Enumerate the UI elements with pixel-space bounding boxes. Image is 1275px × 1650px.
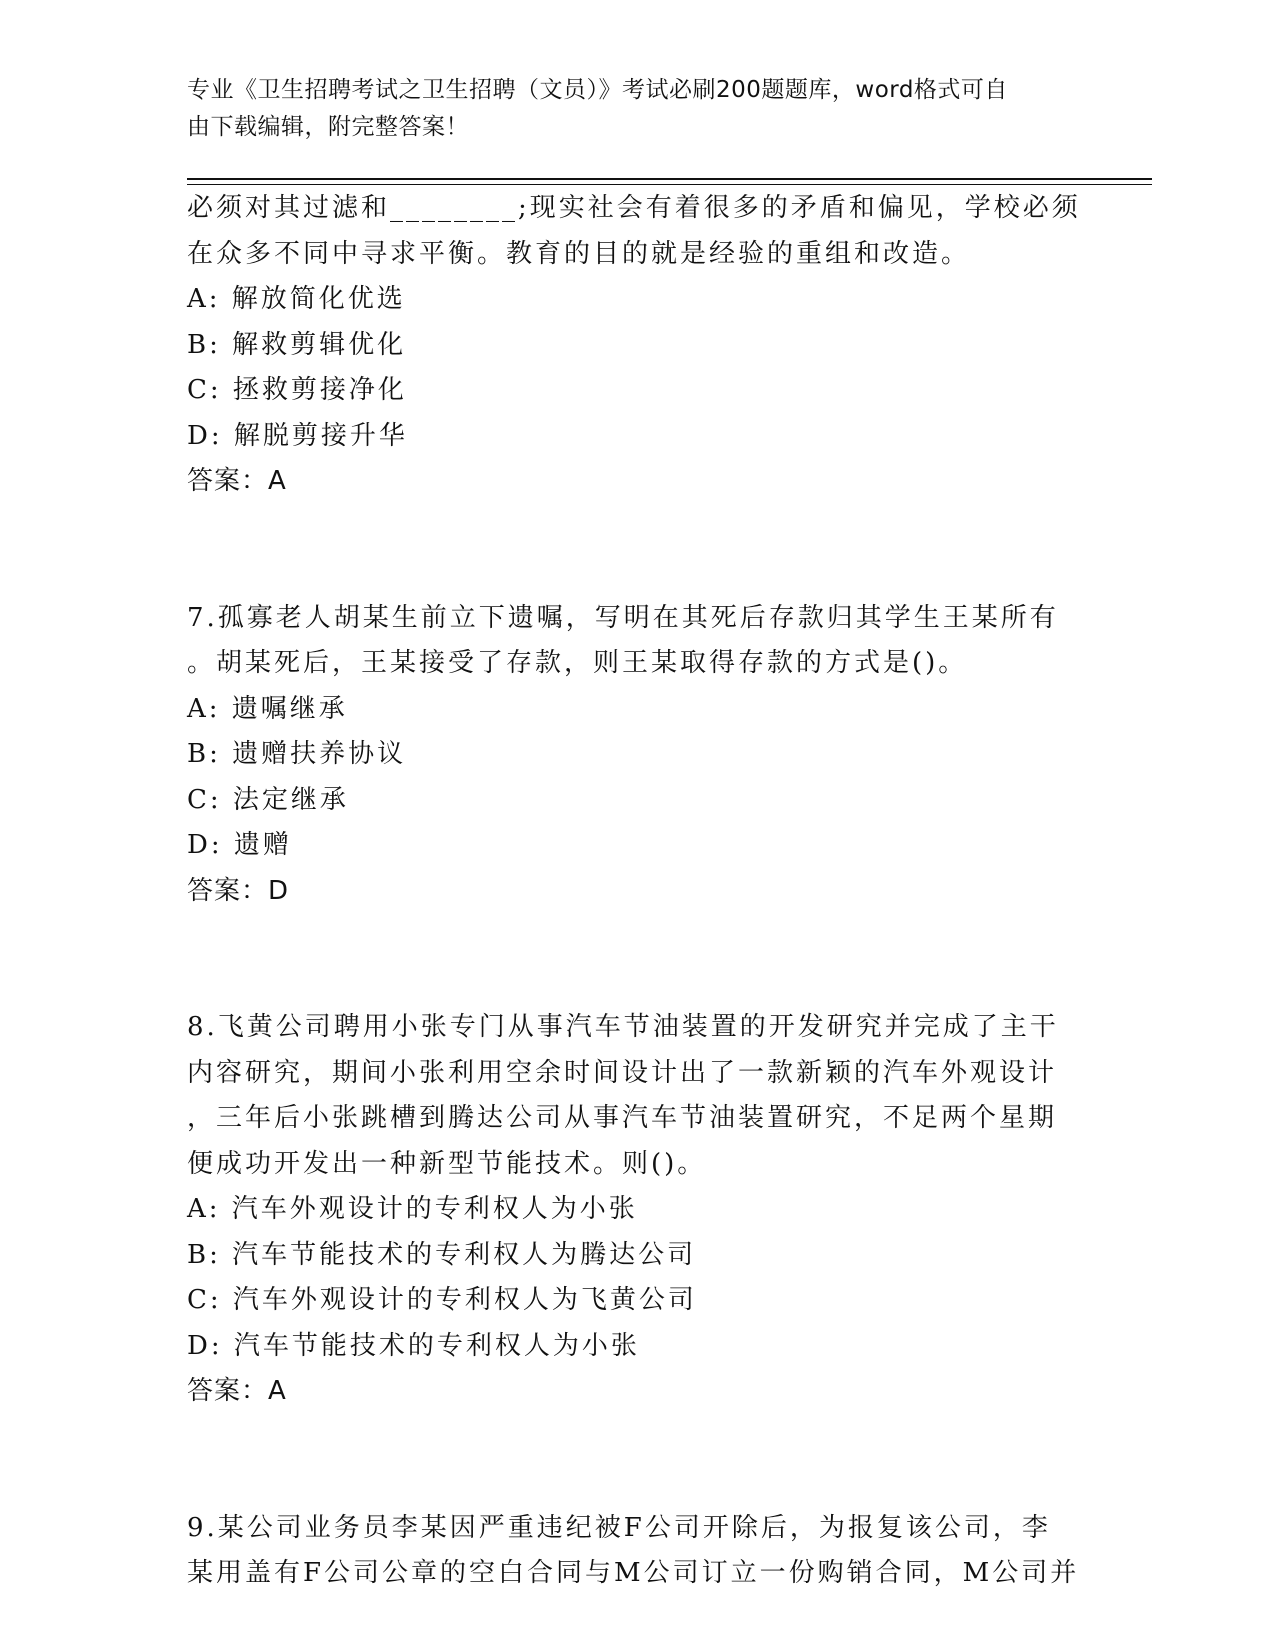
option-d: D: 汽车节能技术的专利权人为小张 [187, 1330, 640, 1361]
spacer [187, 1415, 1087, 1506]
header-divider-thin [187, 184, 1152, 185]
question-6 [187, 186, 1087, 505]
question-stem-line: 7.孤寡老人胡某生前立下遗嘱，写明在其死后存款归其学生王某所有 [187, 602, 1059, 633]
question-stem-line: 内容研究，期间小张利用空余时间设计出了一款新颖的汽车外观设计 [187, 1057, 1058, 1088]
question-7 [187, 596, 1087, 915]
option-b: B: 汽车节能技术的专利权人为腾达公司 [187, 1239, 697, 1270]
question-stem-line: 便成功开发出一种新型节能技术。则()。 [187, 1148, 707, 1179]
question-stem-line: 8.飞黄公司聘用小张专门从事汽车节油装置的开发研究并完成了主干 [187, 1012, 1059, 1042]
question-list [187, 186, 1087, 1597]
question-stem-line: 在众多不同中寻求平衡。教育的目的就是经验的重组和改造。 [187, 238, 971, 269]
header-line-1: 专业《卫生招聘考试之卫生招聘（文员）》考试必刷200题题库，word格式可自 [187, 77, 1008, 103]
question-stem-line: 某用盖有F公司公章的空白合同与M公司订立一份购销合同，M公司并 [187, 1558, 1080, 1588]
option-c: C: 汽车外观设计的专利权人为飞黄公司 [187, 1285, 697, 1315]
answer-line: 答案：A [187, 1376, 287, 1406]
answer-line: 答案：D [187, 875, 290, 906]
option-a: A: 遗嘱继承 [187, 693, 348, 724]
option-b: B: 遗赠扶养协议 [187, 739, 407, 769]
option-d: D: 解脱剪接升华 [187, 420, 408, 451]
option-c: C: 拯救剪接净化 [187, 375, 407, 405]
answer-line: 答案：A [187, 466, 287, 496]
question-stem-line: 。胡某死后，王某接受了存款，则王某取得存款的方式是()。 [187, 648, 968, 678]
header-divider-thick [187, 178, 1152, 180]
document-header [187, 72, 1067, 146]
question-9 [187, 1506, 1087, 1597]
question-stem-line: 9.某公司业务员李某因严重违纪被F公司开除后，为报复该公司，李 [187, 1512, 1051, 1543]
question-8 [187, 1005, 1087, 1415]
spacer [187, 914, 1087, 1005]
spacer [187, 505, 1087, 596]
header-line-2: 由下载编辑，附完整答案！ [187, 114, 469, 140]
option-a: A: 解放简化优选 [187, 284, 406, 314]
question-stem-line: 必须对其过滤和________;现实社会有着很多的矛盾和偏见，学校必须 [187, 193, 1081, 223]
option-d: D: 遗赠 [187, 830, 292, 860]
option-a: A: 汽车外观设计的专利权人为小张 [187, 1194, 638, 1224]
option-b: B: 解救剪辑优化 [187, 329, 407, 360]
question-stem-line: ，三年后小张跳槽到腾达公司从事汽车节油装置研究，不足两个星期 [187, 1103, 1058, 1133]
option-c: C: 法定继承 [187, 784, 349, 815]
